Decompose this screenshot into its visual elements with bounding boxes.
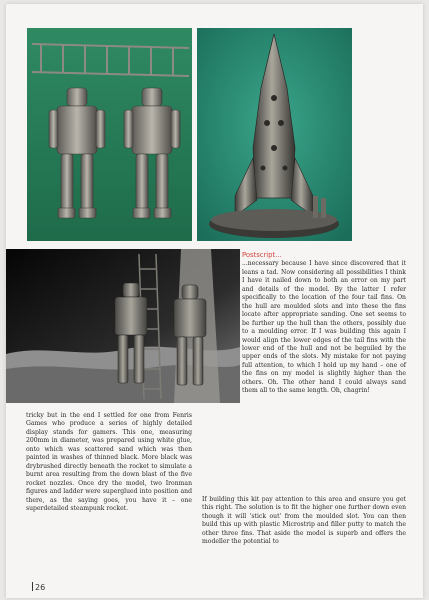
ironman-figures-photo (27, 28, 192, 241)
main-paragraph: tricky but in the end I settled for one from Fenris Games who produce a series of highly detailed display stands for gamers. This one, measuring 200mm in diameter, was prepared using white glue, onto which was scattered sand which was then painted in washes of thinned black. More black was drybrushed directly beneath the rocket to simulate a burnt area resulting from the down blast of the five rocket nozzles. Once dry the model, two Ironman figures and ladder were superglued into position and there, as the saying goes, you have it – one superdetailed steampunk rocket. (26, 412, 192, 512)
postscript-paragraph: ...necessary because I have since discovered that it leans a tad. Now considering all possibilities I think I have it nailed down to both an error on my part and details of the model. By the latter I refer specifically to the location of the four tail fins. On the hull are moulded slots and into these the fins locate after appropriate sanding. One set seems to be further up the hull than the others, possibly due to a moulding error. If I was building this again I would align the lower edges of the tail fins with the lower end of the hull and not be beguiled by the upper ends of the slots. My mistake for not paying full attention, to which I hold up my hand – one of the fins on my model is slightly higher than the others. Oh. The other hand I could always sand them all to the same length. Oh, chagrin! (242, 260, 406, 395)
postscript-column (242, 251, 406, 396)
page-number (32, 582, 45, 592)
postscript-paragraph-2: If building this kit pay attention to this area and ensure you get this right. The solution is to fit the higher one further down even though it will 'stick out' from the moulded slot. You can then build this up with plastic Microstrip and filler putty to match the other three fins. That aside the model is superb and offers the modeller the potential to (202, 496, 406, 546)
postscript-heading: Postscript... (242, 251, 282, 259)
magazine-page (6, 4, 423, 598)
folio-bar (32, 582, 33, 591)
rocket-model-photo (197, 28, 352, 241)
diorama-photo (6, 249, 240, 403)
main-text-column (26, 412, 192, 513)
page-number-text: 26 (35, 583, 46, 592)
right-text-column (202, 496, 406, 547)
